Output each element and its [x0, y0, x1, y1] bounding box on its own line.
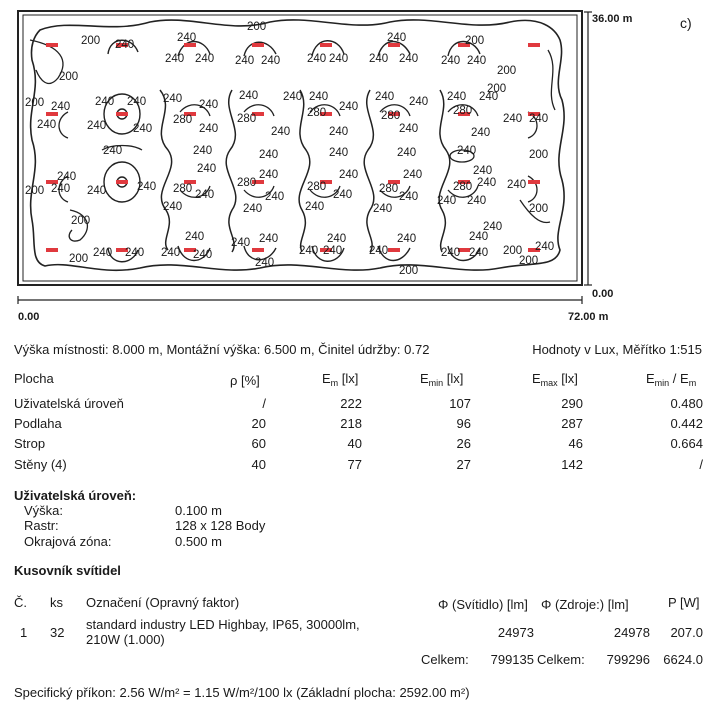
- cell-em: 40: [347, 436, 362, 451]
- luminaire-mark: [46, 43, 58, 47]
- room-info: Výška místnosti: 8.000 m, Montážní výška: 6.500 m, Činitel údržby: 0.72: [14, 342, 430, 357]
- luminaire-mark: [252, 43, 264, 47]
- col-emin-header: $E_{min}$ [lx]: [420, 371, 464, 388]
- bom-row-designation-1: standard industry LED Highbay, IP65, 30000lm,: [86, 617, 360, 632]
- contour-label: 240: [87, 185, 107, 197]
- specific-power-footer: Specifický příkon: 2.56 W/m² = 1.15 W/m²/100 lx (Základní plocha: 2592.00 m²): [14, 685, 470, 700]
- contour-label: 240: [235, 55, 255, 67]
- cell-emax: 46: [568, 436, 583, 451]
- contour-label: 240: [57, 171, 77, 183]
- cell-emin: 27: [456, 457, 471, 472]
- contour-label: 280: [307, 107, 327, 119]
- cell-surface: Strop: [14, 436, 46, 451]
- total-power: 6624.0: [663, 652, 703, 667]
- contour-label: 240: [399, 191, 419, 203]
- luminaire-mark: [116, 112, 128, 116]
- contour-label: 240: [265, 191, 285, 203]
- contour-label: 200: [487, 83, 507, 95]
- height-value: 0.100 m: [175, 503, 222, 518]
- contour-label: 280: [381, 110, 401, 122]
- contour-label: 240: [93, 247, 113, 259]
- cell-emax: 287: [561, 416, 583, 431]
- bom-col-flux-source: Φ (Zdroje:) [lm]: [541, 597, 629, 612]
- contour-label: 240: [447, 91, 467, 103]
- contour-label: 240: [261, 55, 281, 67]
- contour-label: 240: [507, 179, 527, 191]
- cell-surface: Uživatelská úroveň: [14, 396, 124, 411]
- contour-label: 240: [195, 189, 215, 201]
- contour-label: 240: [133, 123, 153, 135]
- contour-label: 280: [237, 113, 257, 125]
- cell-rho: /: [262, 396, 266, 411]
- contour-label: 240: [243, 203, 263, 215]
- contour-label: 240: [329, 126, 349, 138]
- contour-label: 240: [161, 247, 181, 259]
- contour-label: 240: [103, 145, 123, 157]
- contour-label: 200: [465, 35, 485, 47]
- contour-label: 240: [37, 119, 57, 131]
- col-emax-header: $E_{max}$ [lx]: [532, 371, 578, 388]
- contour-label: 280: [453, 181, 473, 193]
- cell-ratio: 0.664: [670, 436, 703, 451]
- luminaire-mark: [252, 248, 264, 252]
- cell-ratio: /: [699, 457, 703, 472]
- contour-label: 240: [441, 247, 461, 259]
- contour-label: 240: [125, 247, 145, 259]
- contour-label: 280: [173, 183, 193, 195]
- bom-col-flux-luminaire: Φ (Svítidlo) [lm]: [438, 597, 528, 612]
- contour-label: 280: [379, 183, 399, 195]
- cell-em: 222: [340, 396, 362, 411]
- contour-label: 240: [469, 247, 489, 259]
- cell-ratio: 0.442: [670, 416, 703, 431]
- contour-label: 240: [477, 177, 497, 189]
- contour-label: 240: [95, 96, 115, 108]
- contour-label: 200: [69, 253, 89, 265]
- total-label-2: Celkem:: [537, 652, 585, 667]
- contour-label: 240: [197, 163, 217, 175]
- contour-label: 240: [193, 145, 213, 157]
- contour-label: 200: [503, 245, 523, 257]
- luminaire-mark: [528, 43, 540, 47]
- bom-row-qty: 32: [50, 625, 65, 640]
- col-ratio-header: $E_{min} / E_m$: [646, 371, 697, 388]
- height-label: Výška:: [24, 503, 64, 518]
- contour-label: 240: [259, 233, 279, 245]
- col-rho-header: ρ [%]: [230, 373, 260, 388]
- contour-label: 200: [519, 255, 539, 267]
- contour-label: 200: [529, 149, 549, 161]
- contour-label: 240: [333, 189, 353, 201]
- contour-label: 240: [369, 53, 389, 65]
- x-min-label: 0.00: [18, 311, 40, 323]
- cell-rho: 20: [251, 416, 266, 431]
- contour-label: 200: [81, 35, 101, 47]
- contour-label: 240: [471, 127, 491, 139]
- contour-label: 240: [259, 149, 279, 161]
- contour-label: 240: [137, 181, 157, 193]
- contour-label: 240: [255, 257, 275, 269]
- contour-label: 280: [237, 177, 257, 189]
- contour-label: 240: [441, 55, 461, 67]
- bom-row-flux-source: 24978: [613, 625, 650, 640]
- contour-label: 240: [177, 32, 197, 44]
- cell-emax: 142: [561, 457, 583, 472]
- cell-surface: Stěny (4): [14, 457, 67, 472]
- contour-label: 240: [239, 90, 259, 102]
- contour-label: 240: [193, 249, 213, 261]
- contour-label: 280: [307, 181, 327, 193]
- contour-label: 240: [483, 221, 503, 233]
- contour-label-group: [25, 21, 554, 277]
- cell-emin: 26: [456, 436, 471, 451]
- contour-label: 240: [127, 96, 147, 108]
- contour-label: 200: [247, 21, 267, 33]
- luminaire-mark: [46, 248, 58, 252]
- contour-label: 240: [467, 195, 487, 207]
- contour-label: 240: [115, 39, 135, 51]
- bom-col-qty: ks: [50, 595, 63, 610]
- contour-label: 240: [503, 113, 523, 125]
- bom-col-power: P [W]: [668, 595, 700, 610]
- contour-label: 240: [399, 123, 419, 135]
- isolux-plot: [0, 0, 714, 330]
- contour-label: 240: [199, 123, 219, 135]
- cell-em: 218: [340, 416, 362, 431]
- cell-surface: Podlaha: [14, 416, 62, 431]
- contour-label: 240: [399, 53, 419, 65]
- contour-label: 240: [185, 231, 205, 243]
- y-min-label: 0.00: [592, 288, 614, 300]
- bom-row-designation-2: 210W (1.000): [86, 632, 165, 647]
- contour-label: 240: [457, 145, 477, 157]
- contour-label: 240: [329, 147, 349, 159]
- contour-label: 240: [535, 241, 555, 253]
- y-max-label: 36.00 m: [592, 13, 633, 25]
- total-flux-source: 799296: [606, 652, 650, 667]
- contour-label: 240: [467, 55, 487, 67]
- contour-label: 240: [231, 237, 251, 249]
- contour-label: 240: [479, 91, 499, 103]
- contour-label: 240: [51, 101, 71, 113]
- contour-label: 240: [199, 99, 219, 111]
- x-max-label: 72.00 m: [568, 311, 609, 323]
- contour-label: 240: [329, 53, 349, 65]
- contour-label: 200: [399, 265, 419, 277]
- contour-label: 240: [339, 101, 359, 113]
- total-label-1: Celkem:: [421, 652, 469, 667]
- contour-label: 200: [59, 71, 79, 83]
- contour-label: 280: [453, 105, 473, 117]
- contour-label: 240: [309, 91, 329, 103]
- user-level-heading: Uživatelská úroveň:: [14, 488, 137, 503]
- contour-label: 240: [259, 169, 279, 181]
- col-em-header: $E_m$ [lx]: [322, 371, 359, 388]
- grid-label: Rastr:: [24, 518, 59, 533]
- luminaire-mark: [528, 180, 540, 184]
- contour-label: 240: [339, 169, 359, 181]
- bom-heading: Kusovník svítidel: [14, 563, 121, 578]
- units-info: Hodnoty v Lux, Měřítko 1:515: [532, 342, 702, 357]
- edge-zone-label: Okrajová zóna:: [24, 534, 112, 549]
- contour-label: 240: [397, 233, 417, 245]
- contour-label: 240: [387, 32, 407, 44]
- contour-label: 240: [323, 245, 343, 257]
- cell-emin: 96: [456, 416, 471, 431]
- contour-label: 240: [163, 93, 183, 105]
- bom-row-flux-luminaire: 24973: [497, 625, 534, 640]
- contour-label: 240: [409, 96, 429, 108]
- bom-col-designation: Označení (Opravný faktor): [86, 595, 240, 610]
- contour-label: 200: [25, 185, 45, 197]
- cell-emax: 290: [561, 396, 583, 411]
- contour-label: 240: [283, 91, 303, 103]
- contour-label: 240: [299, 245, 319, 257]
- contour-label: 240: [271, 126, 291, 138]
- contour-label: 240: [51, 183, 71, 195]
- contour-label: 200: [71, 215, 91, 227]
- contour-label: 240: [87, 120, 107, 132]
- contour-label: 240: [437, 195, 457, 207]
- cell-rho: 40: [251, 457, 266, 472]
- contour-label: 240: [165, 53, 185, 65]
- contour-label: 240: [305, 201, 325, 213]
- contour-label: 200: [529, 203, 549, 215]
- contour-label: 240: [469, 231, 489, 243]
- col-surface-header: Plocha: [14, 371, 54, 386]
- bom-row-power: 207.0: [670, 625, 703, 640]
- bom-col-no: Č.: [14, 595, 27, 610]
- contour-label: 240: [327, 233, 347, 245]
- cell-emin: 107: [449, 396, 471, 411]
- contour-label: 240: [369, 245, 389, 257]
- luminaire-mark: [320, 43, 332, 47]
- luminaire-mark: [116, 180, 128, 184]
- luminaire-mark: [388, 248, 400, 252]
- contour-label: 240: [529, 113, 549, 125]
- contour-label: 240: [163, 201, 183, 213]
- bom-row-no: 1: [20, 625, 28, 640]
- contour-label: 240: [473, 165, 493, 177]
- edge-zone-value: 0.500 m: [175, 534, 222, 549]
- contour-label: 240: [307, 53, 327, 65]
- contour-label: 200: [25, 97, 45, 109]
- grid-value: 128 x 128 Body: [175, 518, 266, 533]
- cell-em: 77: [347, 457, 362, 472]
- cell-rho: 60: [251, 436, 266, 451]
- contour-label: 240: [373, 203, 393, 215]
- contour-label: 280: [173, 114, 193, 126]
- contour-label: 240: [375, 91, 395, 103]
- contour-label: 240: [397, 147, 417, 159]
- total-flux-luminaire: 799135: [490, 652, 534, 667]
- panel-label: c): [680, 15, 692, 31]
- contour-label: 240: [195, 53, 215, 65]
- contour-label: 240: [403, 169, 423, 181]
- cell-ratio: 0.480: [670, 396, 703, 411]
- contour-label: 200: [497, 65, 517, 77]
